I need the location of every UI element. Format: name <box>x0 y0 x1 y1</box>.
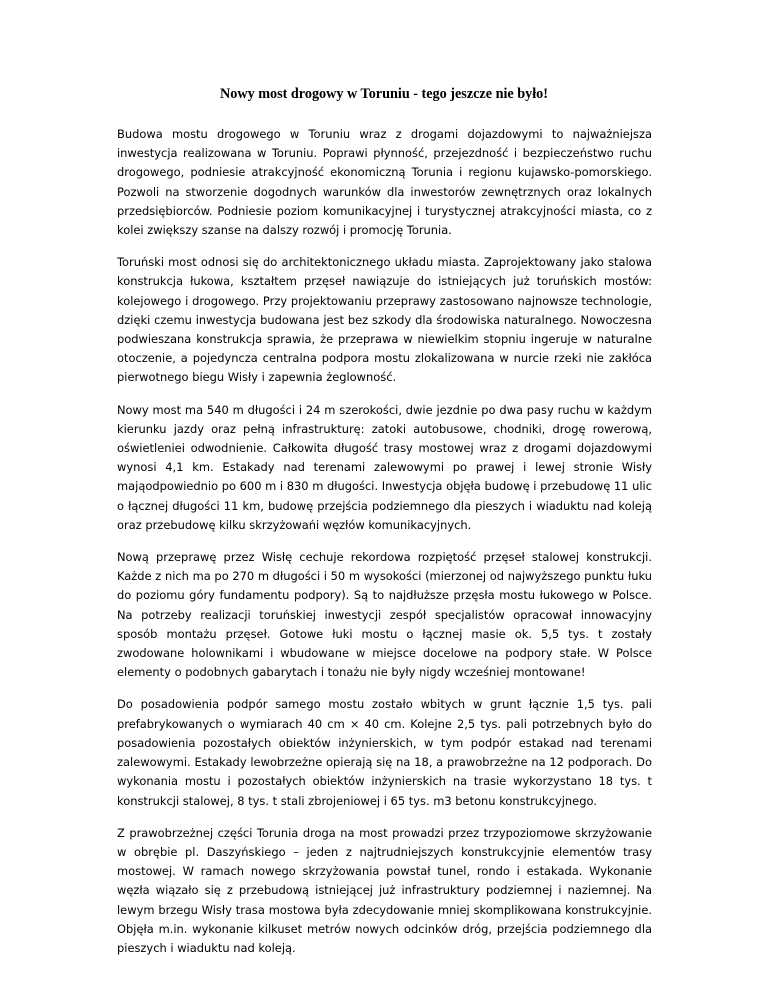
paragraph-6: Z prawobrzeżnej części Torunia droga na most prowadzi przez trzypoziomowe skrzyżowanie w obrębie pl. Daszyńskiego – jeden z najtrudniejszych konstrukcyjnie elementów trasy mostowej. W ramach nowego skrzyżowania powstał tunel, rondo i estakada. Wykonanie węzła wiązało się z przebudową istniejącej już infrastruktury podziemnej i naziemnej. Na lewym brzegu Wisły trasa mostowa była zdecydowanie mniej skomplikowana konstrukcyjnie. Objęła m.in. wykonanie kilkuset metrów nowych odcinków dróg, przejścia podziemnego dla pieszych i wiaduktu nad koleją. <box>117 825 652 955</box>
document-body <box>117 125 652 971</box>
paragraph-1: Budowa mostu drogowego w Toruniu wraz z drogami dojazdowymi to najważniejsza inwestycja realizowana w Toruniu. Poprawi płynność, przejezdność i bezpieczeństwo ruchu drogowego, podniesie atrakcyjność ekonomiczną Torunia i regionu kujawsko-pomorskiego. Pozwoli na stworzenie dogodnych warunków dla inwestorów zewnętrznych oraz lokalnych przedsiębiorców. Podniesie poziom komunikacyjnej i turystycznej atrakcyjności miasta, co z kolei zwiększy szanse na dalszy rozwój i promocję Torunia. <box>117 127 652 238</box>
paragraph-5: Do posadowienia podpór samego mostu zostało wbitych w grunt łącznie 1,5 tys. pali prefabrykowanych o wymiarach 40 cm × 40 cm. Kolejne 2,5 tys. pali potrzebnych było do posadowienia pozostałych obiektów inżynierskich, w tym podpór estakad nad terenami zalewowymi. Estakady lewobrzeżne opierają się na 18, a prawobrzeżne na 12 podporach. Do wykonania mostu i pozostałych obiektów inżynierskich na trasie wykorzystano 18 tys. t konstrukcji stalowej, 8 tys. t stali zbrojeniowej i 65 tys. m3 betonu konstrukcyjnego. <box>117 697 652 808</box>
paragraph-2: Toruński most odnosi się do architektonicznego układu miasta. Zaprojektowany jako stalowa konstrukcja łukowa, kształtem przęseł nawiązuje do istniejących już toruńskich mostów: kolejowego i drogowego. Przy projektowaniu przeprawy zastosowano najnowsze technologie, dzięki czemu inwestycja budowana jest bez szkody dla środowiska naturalnego. Nowoczesna podwieszana konstrukcja sprawia, że przeprawa w niewielkim stopniu ingeruje w naturalne otoczenie, a pojedyncza centralna podpora mostu zlokalizowana w nurcie rzeki nie zakłóca pierwotnego biegu Wisły i zapewnia żeglowność. <box>117 255 652 385</box>
document-title: Nowy most drogowy w Toruniu - tego jeszcze nie było! <box>219 86 548 102</box>
paragraph-3: Nowy most ma 540 m długości i 24 m szerokości, dwie jezdnie po dwa pasy ruchu w każdym kierunku jazdy oraz pełną infrastrukturę: zatoki autobusowe, chodniki, drogę rowerową, oświetleniei odwodnienie. Całkowita długość trasy mostowej wraz z drogami dojazdowymi wynosi 4,1 km. Estakady nad terenami zalewowymi po prawej i lewej stronie Wisły mająodpowiednio po 600 m i 830 m długości. Inwestycja objęła budowę i przebudowę 11 ulic o łącznej długości 11 km, budowę przejścia podziemnego dla pieszych i wiaduktu nad koleją oraz przebudowę kilku skrzyżowańi węzłów komunikacyjnych. <box>117 402 652 532</box>
paragraph-4: Nową przeprawę przez Wisłę cechuje rekordowa rozpiętość przęseł stalowej konstrukcji. Każde z nich ma po 270 m długości i 50 m wysokości (mierzonej od najwyższego punktu łuku do poziomu góry fundamentu podpory). Są to najdłuższe przęsła mostu łukowego w Polsce. Na potrzeby realizacji toruńskiej inwestycji zespół specjalistów opracował innowacyjny sposób montażu przęseł. Gotowe łuki mostu o łącznej masie ok. 5,5 tys. t zostały zwodowane holownikami i wbudowane w miejsce docelowe na podpory stałe. W Polsce elementy o podobnych gabarytach i tonażu nie były nigdy wcześniej montowane! <box>117 550 652 680</box>
